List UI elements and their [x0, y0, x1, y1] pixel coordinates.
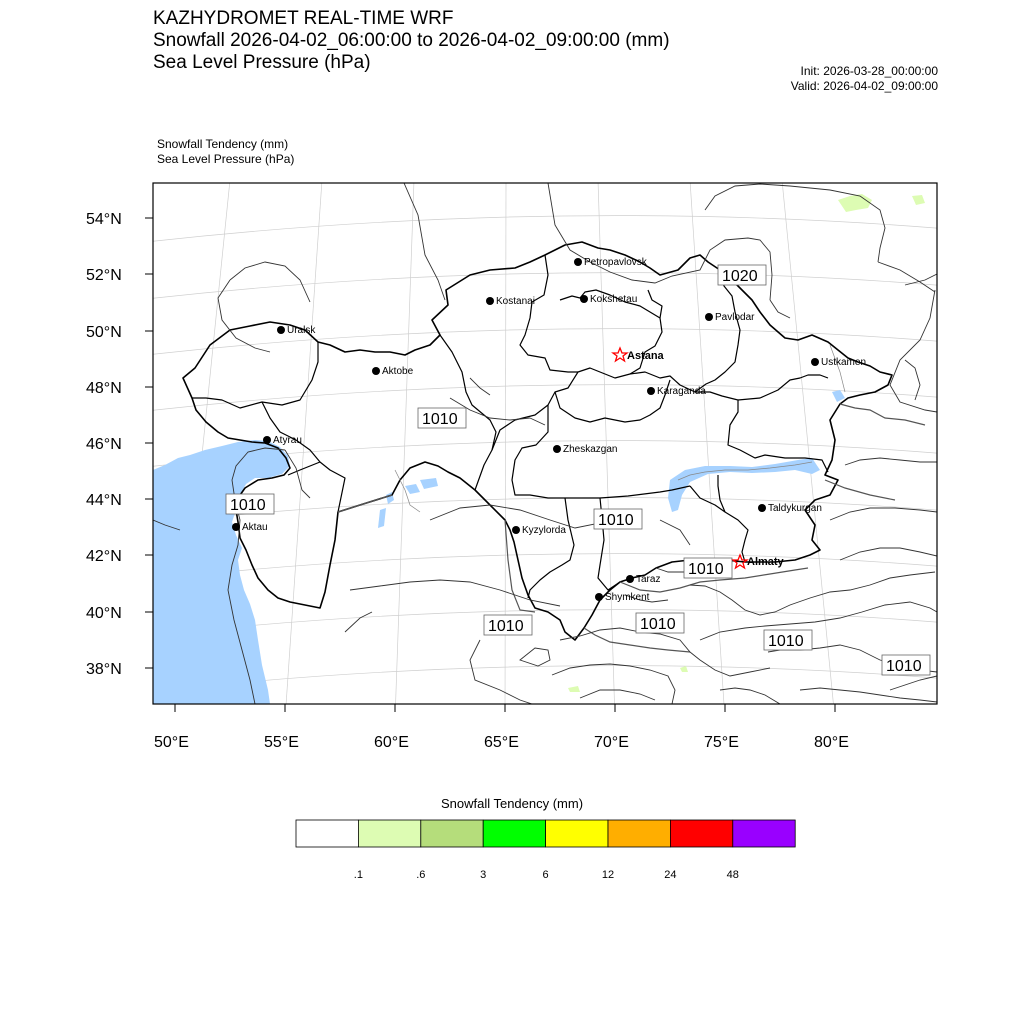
svg-text:Astana: Astana: [627, 350, 664, 362]
city-marker: [574, 257, 648, 268]
contour-label: [718, 265, 766, 285]
colorbar-box: [358, 820, 420, 847]
lat-label: 38°N: [86, 661, 122, 678]
colorbar-box: [670, 820, 732, 847]
map-plot-area: [120, 180, 960, 720]
colorbar-boxes: [296, 820, 795, 847]
colorbar-tick-label: 3: [480, 869, 487, 881]
contour-label: [684, 558, 732, 578]
colorbar-box: [608, 820, 670, 847]
colorbar: [296, 820, 795, 881]
svg-text:Almaty: Almaty: [747, 556, 784, 568]
lat-label: 44°N: [86, 492, 122, 509]
valid-time: Valid: 2026-04-02_09:00:00: [790, 79, 938, 93]
colorbar-tick-label: 12: [601, 869, 615, 881]
lon-label: 80°E: [814, 734, 849, 751]
svg-text:Karaganda: Karaganda: [657, 386, 706, 397]
city-marker: [553, 444, 617, 455]
contour-label: [418, 408, 466, 428]
lat-label: 54°N: [86, 211, 122, 228]
colorbar-box: [421, 820, 483, 847]
lat-label: 42°N: [86, 548, 122, 565]
svg-text:Ustkamen: Ustkamen: [821, 357, 867, 368]
contour-label: [484, 615, 532, 635]
lon-label: 50°E: [154, 734, 189, 751]
lat-label: 52°N: [86, 267, 122, 284]
svg-text:Petropavlovsk: Petropavlovsk: [584, 257, 647, 268]
city-marker: [758, 503, 822, 514]
lat-label: 50°N: [86, 324, 122, 341]
colorbar-tick-label: 48: [726, 869, 739, 881]
svg-text:1010: 1010: [886, 658, 922, 675]
colorbar-box: [296, 820, 358, 847]
svg-text:Taldykurgan: Taldykurgan: [768, 503, 822, 514]
svg-text:1010: 1010: [422, 411, 458, 428]
title-line-2: Snowfall 2026-04-02_06:00:00 to 2026-04-02_09:00:00 (mm): [153, 30, 670, 51]
svg-text:Kostanai: Kostanai: [496, 296, 535, 307]
svg-text:1010: 1010: [640, 616, 676, 633]
lon-label: 70°E: [594, 734, 629, 751]
lon-label: 65°E: [484, 734, 519, 751]
svg-text:Kokshetau: Kokshetau: [590, 294, 638, 305]
colorbar-box: [483, 820, 545, 847]
svg-text:Aktobe: Aktobe: [382, 366, 414, 377]
colorbar-title: Snowfall Tendency (mm): [440, 796, 584, 811]
lat-label: 48°N: [86, 380, 122, 397]
svg-text:1010: 1010: [488, 618, 524, 635]
lat-label: 40°N: [86, 605, 122, 622]
init-time: Init: 2026-03-28_00:00:00: [800, 64, 938, 78]
lon-label: 75°E: [704, 734, 739, 751]
colorbar-tick-label: .6: [416, 869, 426, 881]
svg-text:1010: 1010: [230, 497, 266, 514]
svg-text:Shymkent: Shymkent: [605, 592, 650, 603]
svg-text:Zheskazgan: Zheskazgan: [563, 444, 618, 455]
contour-label: [764, 630, 812, 650]
field-legend-pressure: Sea Level Pressure (hPa): [157, 152, 295, 166]
contour-label: [882, 655, 930, 675]
svg-text:Uralsk: Uralsk: [287, 325, 316, 336]
svg-text:Taraz: Taraz: [636, 574, 661, 585]
svg-text:Aktau: Aktau: [242, 522, 268, 533]
svg-text:Pavlodar: Pavlodar: [715, 312, 755, 323]
lon-label: 55°E: [264, 734, 299, 751]
title-line-3: Sea Level Pressure (hPa): [153, 52, 371, 73]
svg-text:Atyrau: Atyrau: [273, 435, 302, 446]
svg-text:1020: 1020: [722, 268, 758, 285]
colorbar-tick-label: 6: [542, 869, 549, 881]
contour-label: [636, 613, 684, 633]
svg-text:Kyzylorda: Kyzylorda: [522, 525, 566, 536]
title-line-1: KAZHYDROMET REAL-TIME WRF: [153, 8, 454, 29]
lon-label: 60°E: [374, 734, 409, 751]
lat-label: 46°N: [86, 436, 122, 453]
longitude-labels: [154, 734, 849, 751]
colorbar-box: [733, 820, 795, 847]
contour-label: [226, 494, 274, 514]
colorbar-tick-label: 24: [664, 869, 677, 881]
colorbar-box: [546, 820, 608, 847]
field-legend-snowfall: Snowfall Tendency (mm): [157, 137, 289, 151]
svg-text:1010: 1010: [598, 512, 634, 529]
colorbar-ticks: [354, 869, 739, 881]
colorbar-tick-label: .1: [353, 869, 363, 881]
svg-text:1010: 1010: [768, 633, 804, 650]
svg-text:1010: 1010: [688, 561, 724, 578]
contour-label: [594, 509, 642, 529]
latitude-labels: [86, 211, 122, 678]
